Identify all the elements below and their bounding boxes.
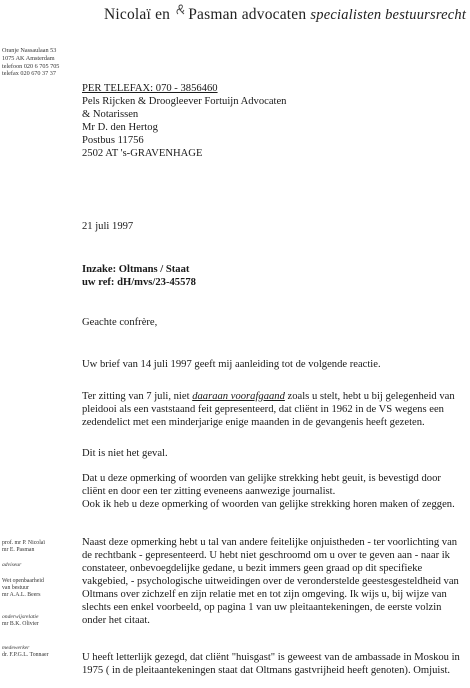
body-text: Dat u deze opmerking of woorden van gelijke strekking hebt geuit, is bevestigd door cliënt en door een ter zitting eveneens aanwezige journalist. [82, 473, 441, 497]
firm-address [2, 47, 72, 78]
letter-date: 21 juli 1997 [82, 221, 134, 232]
recipient-name: Mr D. den Hertog [82, 122, 158, 133]
advisor-line: mr A.A.L. Beers [2, 592, 41, 598]
partner-name: prof. mr P. Nicolaï [2, 540, 45, 546]
body-paragraph: Uw brief van 14 juli 1997 geeft mij aanleiding tot de volgende reactie. [82, 358, 381, 370]
body-paragraph: U heeft letterlijk gezegd, dat cliënt "huisgast" is geweest van de ambassade in Moskou in 1975 ( in de pleitaantekeningen staat dat Oltmans gastvrijheid heeft genoten). Omjuist. [82, 651, 460, 676]
advisor-caption: adviseur [2, 562, 22, 568]
body-text: Ter zitting van 7 juli, niet [82, 390, 193, 402]
advisor-details [2, 578, 74, 599]
education-caption: onderwijsrelatie [2, 614, 39, 620]
body-paragraph [82, 472, 462, 511]
partners-list [2, 540, 74, 554]
advisor-block [2, 562, 74, 569]
fax-number: PER TELEFAX: 070 - 3856460 [82, 83, 218, 94]
body-text: zoals u stelt, hebt u bij gelegenheid van pleidooi als een vaststaand feit gepresenteerd, dat cliënt in 1962 in de VS wegens een zedendelict met een minderjarige enige maanden in de gevangenis heeft gezeten. [82, 390, 455, 428]
body-paragraph: Naast deze opmerking hebt u tal van andere feitelijke onjuistheden - ter voorlichting van de rechtbank - gepresenteerd. U hebt niet geschroomd om u over te geven aan - naar ik constateer, onbevoegdelijke gedane, u bezit immers geen graad op dit specifieke vakgebied, - psychologische uitweidingen over de veronderstelde geestesgesteldheid van Oltmans over zichzelf en zijn relatie met en tot zijn omgeving. Ik wijs u, bij wijze van slechts een enkel voorbeeld, op pagina 1 van uw pleitaantekeningen, de eerste volzin onder het citaat. [82, 536, 459, 626]
firm-name-left: Nicolaï en [104, 6, 171, 23]
education-block [2, 614, 74, 628]
salutation: Geachte confrère, [82, 317, 158, 328]
address-phone: telefoon 020 6 705 705 [2, 62, 60, 70]
address-line: 1075 AK Amsterdam [2, 54, 55, 62]
advisor-line: Wet openbaarheid [2, 578, 44, 584]
recipient-firm-cont: & Notarissen [82, 109, 139, 120]
firm-tagline: specialisten bestuursrecht [310, 7, 467, 23]
letterhead [0, 0, 470, 24]
recipient-city: 2502 AT 's-GRAVENHAGE [82, 148, 203, 159]
address-line: Oranje Nassaulaan 53 [2, 47, 57, 54]
reference-line: uw ref: dH/mvs/23-45578 [82, 277, 196, 288]
recipient-pobox: Postbus 11756 [82, 135, 144, 146]
body-text: Ook ik heb u deze opmerking of woorden van gelijke strekking horen maken of zeggen. [82, 499, 455, 510]
partner-name: mr E. Pasman [2, 547, 35, 553]
associate-block [2, 645, 74, 659]
associate-caption: medewerker [2, 645, 30, 651]
recipient-firm: Pels Rijcken & Droogleever Fortuijn Advocaten [82, 96, 287, 107]
body-paragraph [82, 390, 462, 429]
body-paragraph: Dit is niet het geval. [82, 447, 168, 459]
address-fax: telefax 020 670 37 37 [2, 70, 56, 78]
firm-name-right: Pasman advocaten [188, 6, 307, 23]
education-line: mr B.K. Olivier [2, 621, 39, 627]
subject-block [82, 263, 462, 289]
firm-ampersand-icon [174, 4, 188, 20]
recipient-block [82, 82, 462, 160]
associate-line: dr. F.P.G.L. Tonnaer [2, 652, 49, 658]
advisor-line: van bestuur [2, 585, 29, 591]
subject-line: Inzake: Oltmans / Staat [82, 264, 190, 275]
firm-name [104, 4, 466, 24]
emphasized-text: daaraan voorafgaand [192, 390, 285, 402]
